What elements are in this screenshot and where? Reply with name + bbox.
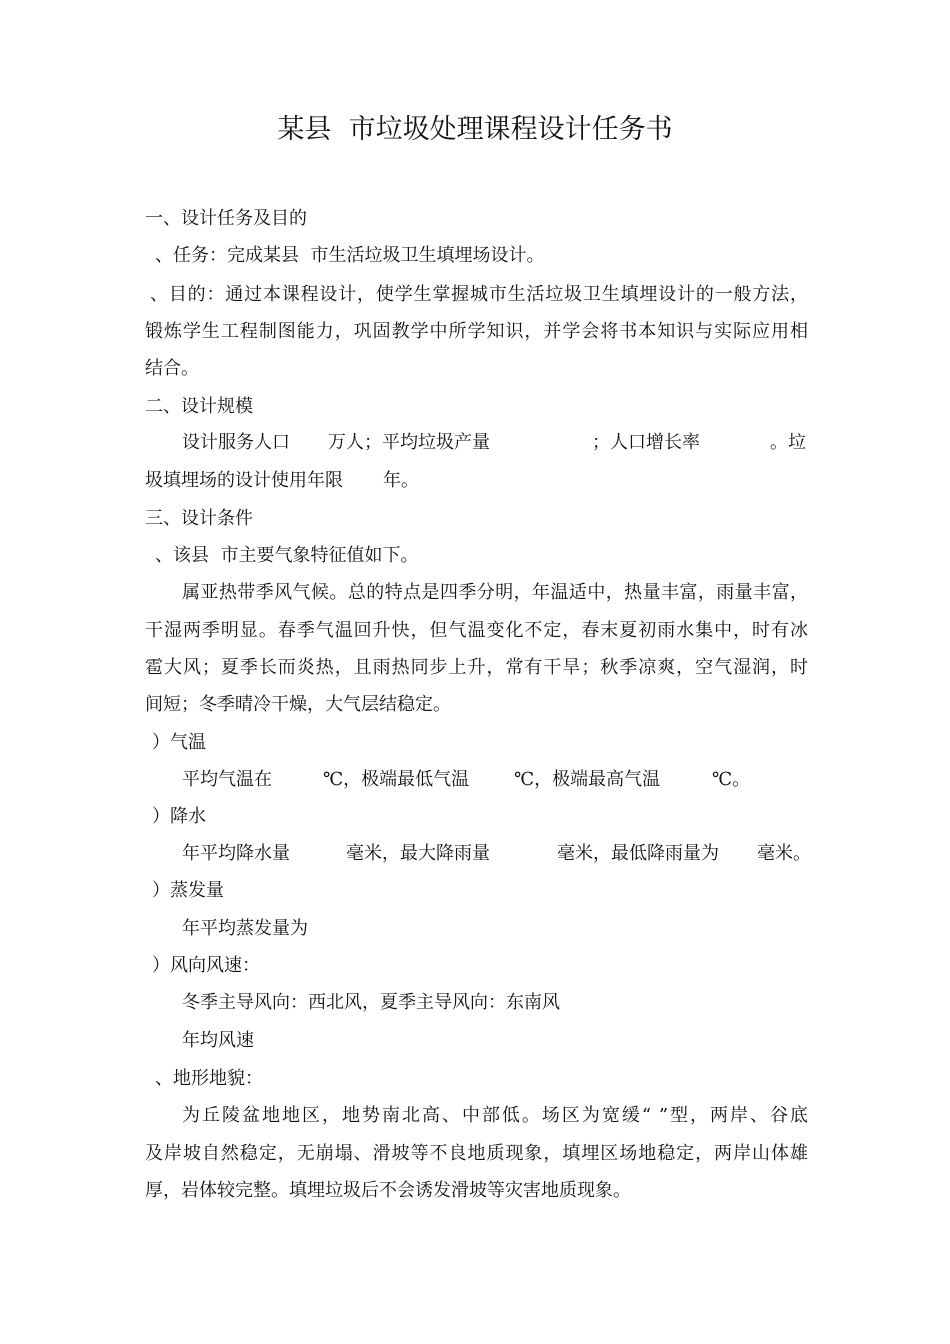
paragraph-line: 厚，岩体较完整。填埋垃圾后不会诱发滑坡等灾害地质现象。 <box>145 1180 631 1201</box>
paragraph-line: 冬季主导风向：西北风，夏季主导风向：东南风 <box>182 992 560 1013</box>
paragraph-line: 年平均蒸发量为 <box>182 918 308 939</box>
paragraph-line: 、目的：通过本课程设计，使学生掌握城市生活垃圾卫生填埋设计的一般方法， <box>150 284 808 305</box>
section-heading: 三、设计条件 <box>145 508 253 529</box>
paragraph-fragment: 毫米。 <box>757 843 811 864</box>
paragraph-fragment: 。垃 <box>770 432 806 453</box>
paragraph-line: 年均风速 <box>182 1030 254 1051</box>
paragraph-line: 锻炼学生工程制图能力，巩固教学中所学知识，并学会将书本知识与实际应用相 <box>145 321 808 342</box>
paragraph-fragment: ℃，极端最高气温 <box>514 769 661 790</box>
section-heading: 二、设计规模 <box>145 396 253 417</box>
paragraph-fragment: ℃。 <box>712 769 751 790</box>
paragraph-fragment: 平均气温在 <box>182 769 272 790</box>
paragraph-fragment: 年平均降水量 <box>182 843 290 864</box>
section-heading: 一、设计任务及目的 <box>145 208 307 229</box>
paragraph-fragment: 毫米，最低降雨量为 <box>557 843 719 864</box>
paragraph-fragment: ；人口增长率 <box>592 432 700 453</box>
subsection-heading: ）气温 <box>152 732 206 753</box>
paragraph-fragment: 年。 <box>383 470 419 491</box>
page-title: 某县 市垃圾处理课程设计任务书 <box>277 114 673 145</box>
paragraph-line: 、任务：完成某县 市生活垃圾卫生填埋场设计。 <box>155 245 545 266</box>
subsection-heading: 、地形地貌： <box>155 1068 263 1089</box>
paragraph-line: 为丘陵盆地地区，地势南北高、中部低。场区为宽缓“ ”型，两岸、谷底 <box>182 1105 808 1126</box>
subsection-heading: ）风向风速： <box>152 955 260 976</box>
paragraph-line: 干湿两季明显。春季气温回升快，但气温变化不定，春末夏初雨水集中，时有冰 <box>145 620 808 641</box>
paragraph-line: 雹大风；夏季长而炎热，且雨热同步上升，常有干旱；秋季凉爽，空气湿润，时 <box>145 657 808 678</box>
paragraph-fragment: 圾填埋场的设计使用年限 <box>145 470 343 491</box>
paragraph-fragment: 毫米，最大降雨量 <box>346 843 490 864</box>
paragraph-fragment: 设计服务人口 <box>182 432 290 453</box>
paragraph-line: 间短；冬季晴冷干燥，大气层结稳定。 <box>145 694 451 715</box>
subsection-heading: ）降水 <box>152 806 206 827</box>
subsection-heading: ）蒸发量 <box>152 880 224 901</box>
paragraph-fragment: ℃，极端最低气温 <box>323 769 470 790</box>
paragraph-line: 结合。 <box>145 358 199 379</box>
paragraph-fragment: 万人；平均垃圾产量 <box>328 432 490 453</box>
paragraph-line: 、该县 市主要气象特征值如下。 <box>155 545 419 566</box>
paragraph-line: 属亚热带季风气候。总的特点是四季分明，年温适中，热量丰富，雨量丰富， <box>182 582 808 603</box>
paragraph-line: 及岸坡自然稳定，无崩塌、滑坡等不良地质现象，填埋区场地稳定，两岸山体雄 <box>145 1143 808 1164</box>
